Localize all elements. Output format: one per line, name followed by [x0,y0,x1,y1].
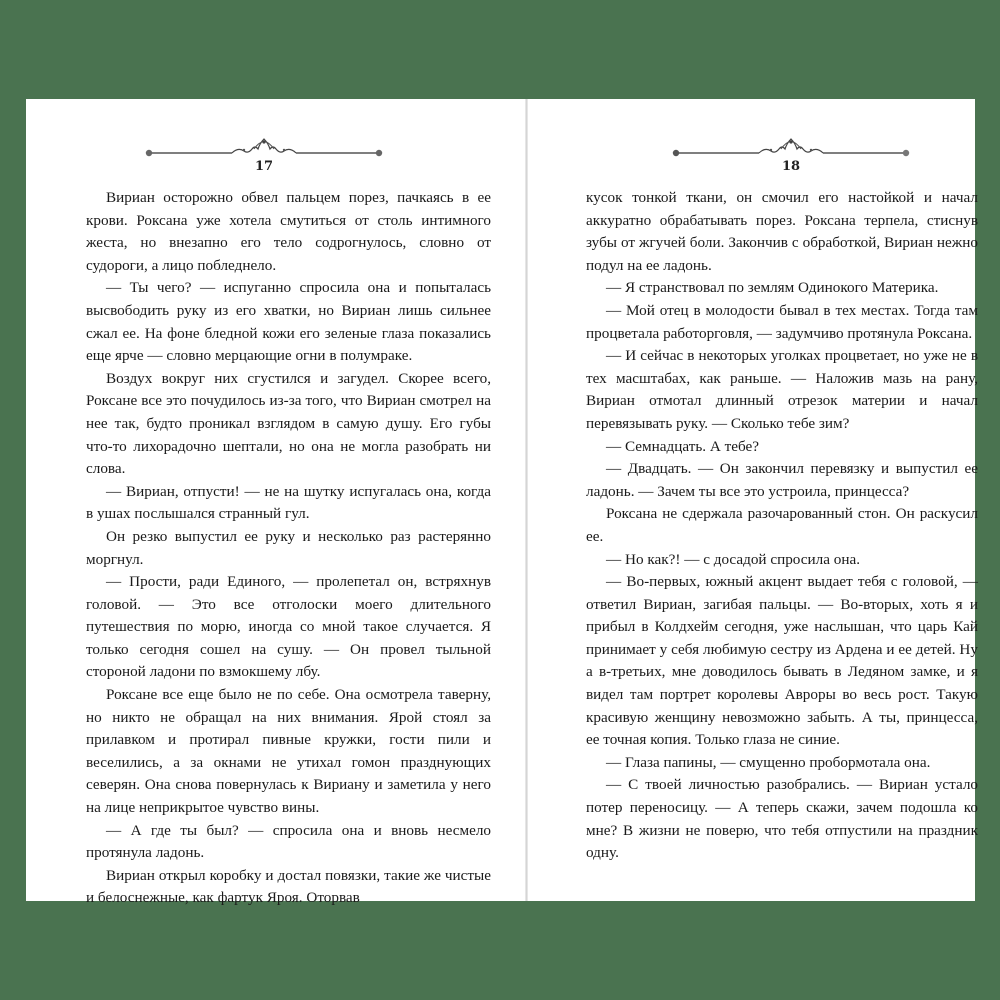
paragraph: — Но как?! — с досадой спросила она. [606,550,861,568]
paragraph: — Семнадцать. А тебе? [606,437,760,455]
page-header [144,137,384,177]
page-body [586,187,978,865]
paragraph: — Глаза папины, — смущенно пробормотала она. [606,753,931,771]
paragraph: — С твоей личностью разобрались. — Вириан устало потер переносицу. — А теперь скажи, зачем подошла ко мне? В жизни не поверю, что тебя отпустили на праздник одну. [586,776,978,862]
paragraph: — А где ты был? — спросила она и вновь несмело протянула ладонь. [86,821,491,862]
paragraph: Вириан осторожно обвел пальцем порез, пачкаясь в ее крови. Роксана уже хотела смутиться от столь интимного жеста, но внезапно его тело содрогнулось, словно от судороги, а лицо побледнело. [86,189,491,274]
paragraph-continuation: кусок тонкой ткани, он смочил его настойкой и начал аккуратно обрабатывать порез. Роксана терпела, стиснув зубы от жгучей боли. Закончив с обработкой, Вириан нежно подул на ее ладонь. [586,189,978,274]
paragraph: Вириан открыл коробку и достал повязки, такие же чистые и белоснежные, как фартук Яроя. Оторвав [86,866,491,907]
book-spread [26,99,978,907]
paragraph: — Прости, ради Единого, — пролепетал он, встряхнув головой. — Это все отголоски моего длительного путешествия по морю, иногда со мной такое случается. Я только сегодня сошел на сушу. — Он провел тыльной стороной ладони по взмокшему лбу. [86,573,491,681]
page-number: 18 [781,159,801,174]
paragraph: Он резко выпустил ее руку и несколько раз растерянно моргнул. [86,527,491,568]
right-page [528,99,978,901]
paragraph: — Вириан, отпусти! — не на шутку испугалась она, когда в ушах послышался странный гул. [86,482,491,523]
page-number: 17 [254,159,274,174]
paragraph: — Во-первых, южный акцент выдает тебя с головой, — ответил Вириан, загибая пальцы. — Во-вторых, хоть я и прибыл в Колдхейм сегодня, уже наслышан, что царь Кай принимает у себя любимую сестру из Ардена и ее детей. Ну а в-третьих, мне доводилось бывать в Ледяном замке, и я видел там портрет королевы Авроры во весь рост. Такую красивую женщину невозможно забыть. А ты, принцесса, ее точная копия. Только глаза не синие. [586,573,978,749]
paragraph: — Двадцать. — Он закончил перевязку и выпустил ее ладонь. — Зачем ты все это устроила, принцесса? [586,460,978,500]
paragraph: Роксане все еще было не по себе. Она осмотрела таверну, но никто не обращал на них внимания. Ярой стоял за прилавком и протирал пивные кружки, гости пили и веселились, а за окнами не утихал гомон празднующих северян. Она снова повернулась к Вириану и заметила у него на лице неприкрытое чувство вины. [86,686,491,817]
left-page [26,99,526,907]
page-header [671,137,911,177]
paragraph: — Я странствовал по землям Одинокого Материка. [606,279,939,297]
paragraph: — И сейчас в некоторых уголках процветает, но уже не в тех масштабах, как раньше. — Наложив мазь на рану, Вириан отмотал длинный отрезок материи и начал перевязывать руку. — Сколько тебе зим? [586,347,978,432]
paragraph: Роксана не сдержала разочарованный стон. Он раскусил ее. [586,505,978,545]
paragraph: — Ты чего? — испуганно спросила она и попыталась высвободить руку из его хватки, но Вириан лишь сильнее сжал ее. На фоне бледной кожи его зеленые глаза показались еще ярче — словно мерцающие огни в полумраке. [86,279,491,365]
paragraph: — Мой отец в молодости бывал в тех местах. Тогда там процветала работорговля, — задумчиво протянула Роксана. [586,301,978,342]
page-body [86,187,491,910]
paragraph: Воздух вокруг них сгустился и загудел. Скорее всего, Роксане все это почудилось из-за того, что Вириан смотрел на нее так, будто проникал взглядом в самую душу. Его губы что-то лихорадочно шептали, но она не могла разобрать ни слова. [86,369,491,478]
